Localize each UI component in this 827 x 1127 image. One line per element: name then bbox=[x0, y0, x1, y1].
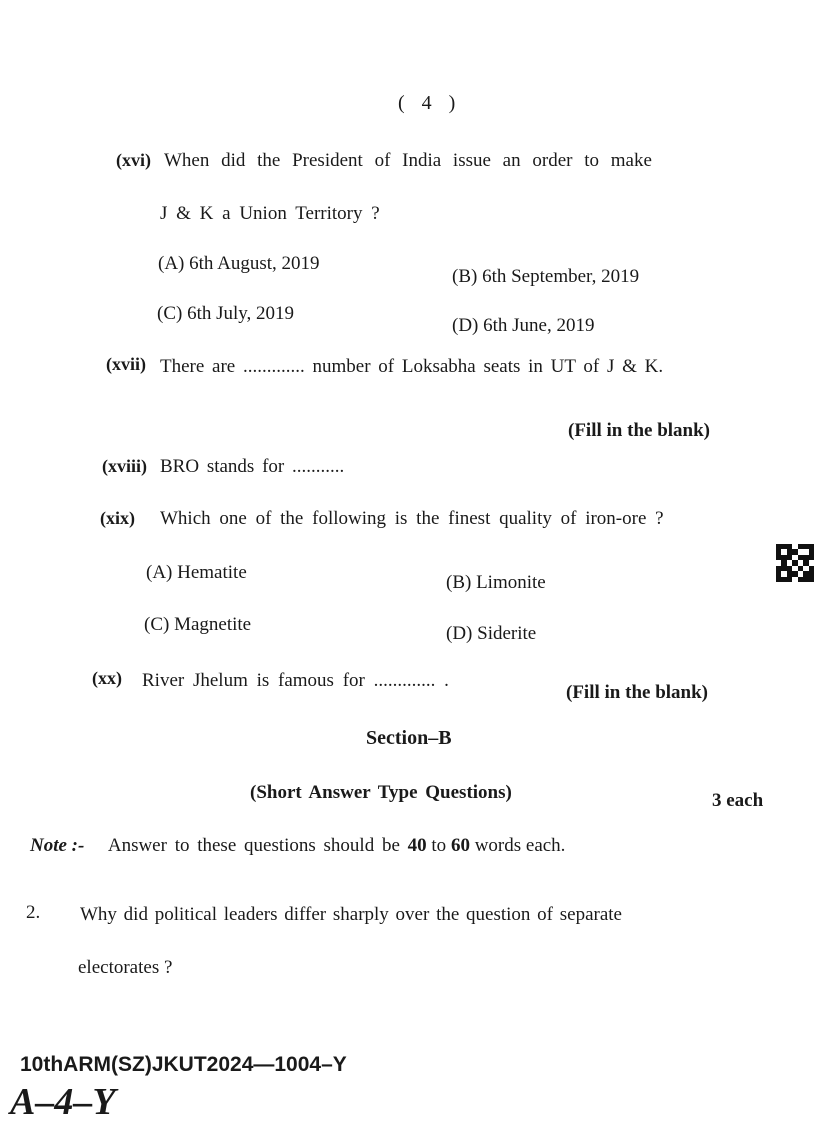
paper-code-large: A–4–Y bbox=[10, 1081, 116, 1123]
question-16-option-d: (D) 6th June, 2019 bbox=[452, 315, 595, 336]
question-19-option-a: (A) Hematite bbox=[146, 562, 247, 583]
question-19-option-b: (B) Limonite bbox=[446, 572, 546, 593]
note-text-after: words each. bbox=[469, 835, 566, 856]
note-label: Note :- bbox=[30, 835, 85, 856]
question-16-option-c: (C) 6th July, 2019 bbox=[157, 303, 295, 324]
question-16-option-a: (A) 6th August, 2019 bbox=[158, 253, 320, 274]
note-text-before: Answer to these questions should be bbox=[107, 835, 408, 856]
note-line bbox=[30, 835, 565, 857]
question-17-number: (xvii) bbox=[106, 354, 146, 374]
question-18-number: (xviii) bbox=[102, 456, 147, 476]
question-16-option-b: (B) 6th September, 2019 bbox=[452, 266, 640, 287]
question-19-option-c: (C) Magnetite bbox=[144, 614, 252, 635]
question-19-number: (xix) bbox=[100, 508, 135, 528]
page-number: ( 4 ) bbox=[398, 92, 462, 114]
question-2-text-line2: electorates ? bbox=[78, 957, 173, 978]
question-20-text: River Jhelum is famous for ............. . bbox=[142, 670, 449, 691]
question-17-fill-note: (Fill in the blank) bbox=[568, 420, 710, 441]
question-16-number: (xvi) bbox=[116, 150, 151, 170]
question-16-text-line2: J & K a Union Territory ? bbox=[160, 203, 380, 224]
question-16-text-line1: When did the President of India issue an order to make bbox=[164, 150, 652, 171]
question-2-text-line1: Why did political leaders differ sharply over the question of separate bbox=[80, 904, 622, 925]
question-19-option-d: (D) Siderite bbox=[446, 623, 537, 644]
qr-code-icon bbox=[776, 544, 814, 582]
question-20-number: (xx) bbox=[92, 668, 122, 688]
note-word-min: 40 bbox=[407, 835, 427, 856]
section-marks: 3 each bbox=[712, 790, 764, 811]
question-20-fill-note: (Fill in the blank) bbox=[566, 682, 708, 703]
question-18-text: BRO stands for ........... bbox=[160, 456, 345, 477]
note-word-max: 60 bbox=[450, 835, 470, 856]
paper-code: 10thARM(SZ)JKUT2024—1004–Y bbox=[20, 1053, 347, 1076]
section-subtitle: (Short Answer Type Questions) bbox=[250, 782, 512, 803]
note-text-mid: to bbox=[426, 835, 451, 856]
question-19-text: Which one of the following is the finest quality of iron-ore ? bbox=[160, 508, 664, 529]
section-title: Section–B bbox=[366, 727, 452, 749]
question-2-number: 2. bbox=[26, 902, 41, 923]
question-17-text: There are ............. number of Loksabha seats in UT of J & K. bbox=[160, 356, 664, 377]
